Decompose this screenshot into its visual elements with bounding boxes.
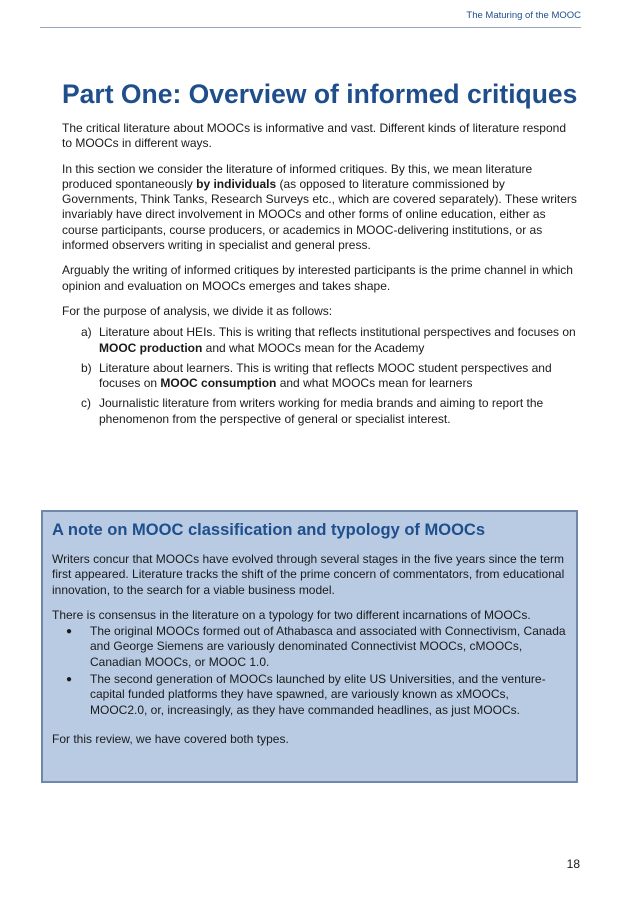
list-marker: c): [81, 396, 91, 411]
list-item: [62, 325, 578, 356]
list-item: [62, 396, 578, 427]
note-title: A note on MOOC classification and typology of MOOCs: [52, 521, 485, 539]
bullet-icon: ●: [66, 674, 73, 686]
scope-text-start: In this section we consider the literature of informed critiques. By this, we mean literature produced spontaneously: [62, 161, 536, 191]
scope-paragraph: [62, 161, 581, 254]
list-text-end: and what MOOCs mean for the Academy: [202, 340, 425, 355]
running-header: The Maturing of the MOOC: [40, 10, 581, 28]
list-text: Journalistic literature from writers working for media brands and aiming to report the phenomenon from the perspective of general or specialist interest.: [99, 396, 547, 426]
scope-emphasis: by individuals: [196, 176, 277, 191]
list-item: [52, 672, 568, 718]
channel-paragraph: Arguably the writing of informed critiques by interested participants is the prime channel in which opinion and evaluation on MOOCs emerges and takes shape.: [62, 263, 573, 293]
intro-paragraph: The critical literature about MOOCs is informative and vast. Different kinds of literature respond to MOOCs in different ways.: [62, 121, 566, 151]
bullet-icon: ●: [66, 626, 73, 638]
section-title: Part One: Overview of informed critiques: [62, 79, 578, 109]
list-item: [62, 361, 578, 392]
bullet-text: The second generation of MOOCs launched by elite US Universities, and the venture-capital funded platforms they have spawned, are variously known as xMOOCs, MOOC2.0, or, increasingly, as they have commanded headlines, as just MOOCs.: [90, 672, 546, 717]
note-paragraph-coverage: For this review, we have covered both types.: [52, 731, 289, 746]
list-text-end: and what MOOCs mean for learners: [276, 376, 473, 391]
analysis-lead: For the purpose of analysis, we divide it as follows:: [62, 303, 333, 318]
list-text-start: Literature about learners. This is writing that reflects MOOC student perspectives and focuses on: [99, 360, 555, 391]
list-emphasis: MOOC consumption: [160, 376, 277, 391]
literature-categories-list: [62, 325, 578, 427]
list-text-start: Literature about HEIs. This is writing that reflects institutional perspectives and focuses on: [99, 325, 580, 340]
list-emphasis: MOOC production: [99, 340, 203, 355]
note-paragraph-evolution: Writers concur that MOOCs have evolved through several stages in the five years since the term first appeared. Literature tracks the shift of the prime concern of commentators, from educational innovation, to the search for a viable business model.: [52, 552, 565, 597]
page-number: 18: [566, 857, 580, 871]
note-box: [41, 510, 578, 783]
list-marker: a): [81, 325, 92, 340]
main-content: [62, 78, 581, 432]
list-item: [52, 624, 568, 670]
scope-text-end: (as opposed to literature commissioned by Governments, Think Tanks, Research Surveys etc., which are covered separately). These writers invariably have direct involvement in MOOCs and other forms of online education, either as course participants, course producers, or academics in MOOC-delivering institutions, or as informed observers writing in specialist and general press.: [62, 176, 581, 253]
note-paragraph-typology: There is consensus in the literature on a typology for two different incarnations of MOOCs.: [52, 607, 531, 622]
list-marker: b): [81, 360, 92, 375]
bullet-text: The original MOOCs formed out of Athabasca and associated with Connectivism, Canada and George Siemens are variously denominated Connectivist MOOCs, cMOOCs, Canadian MOOCs, or MOOC 1.0.: [90, 624, 566, 669]
typology-bullet-list: [52, 624, 568, 718]
